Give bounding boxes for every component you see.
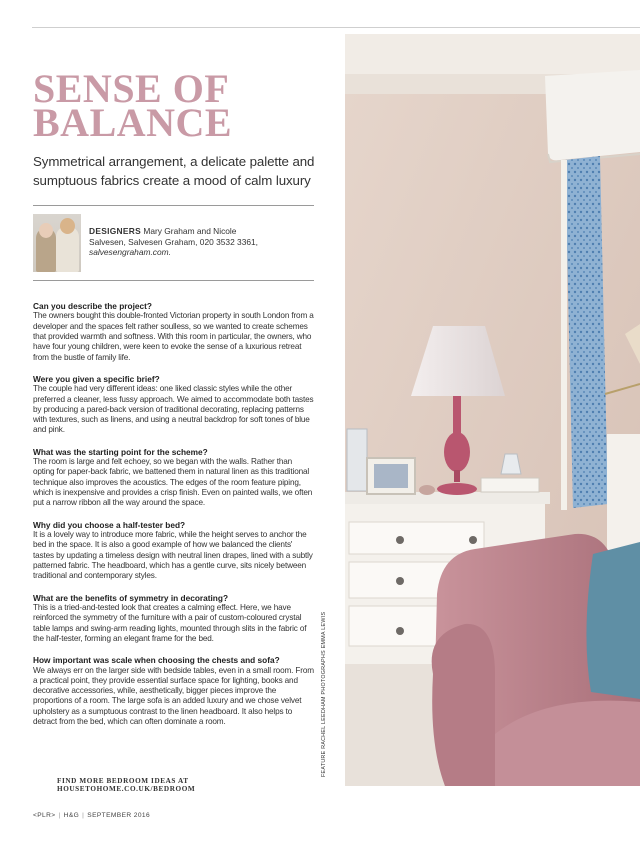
qa-answer: The couple had very different ideas: one liked classic styles while the other preferred a cleaner, less fussy approach. We aimed to accommodate both tastes by producing a pared-back version of traditional decorating, replacing patterns with textures, such as linens, and using a neutral backdrop for soft tones of blue and pink. bbox=[33, 384, 314, 435]
top-rule bbox=[32, 27, 640, 28]
drawer-knob bbox=[396, 577, 404, 585]
bedroom-photo bbox=[345, 34, 640, 786]
qa-item bbox=[33, 593, 315, 645]
books bbox=[481, 478, 539, 492]
qa-question: Why did you choose a half-tester bed? bbox=[33, 519, 186, 530]
page-footer: <PLR> | H&G | SEPTEMBER 2016 bbox=[33, 812, 151, 819]
cornice bbox=[345, 34, 640, 74]
designers-names: Mary Graham and Nicole Salvesen, Salvesen Graham, 020 3532 3361, bbox=[89, 226, 259, 247]
designers-credit bbox=[33, 214, 315, 272]
qa-answer: We always err on the larger side with bedside tables, even in a small room. From a practical point, they provide essential surface space for lighting, books and decorative accessories, while, aesthetically, bigger pieces improve the proportions of a room. The large sofa is an added luxury and we chose velvet upholstery as a sumptuous contrast to the linen headboard. It also helps to detract from the bed, which can often dominate a room. bbox=[33, 665, 314, 727]
drawer-knob bbox=[396, 536, 404, 544]
qa-answer: The room is large and felt echoey, so we began with the walls. Rather than opting for paper-back fabric, we battened them in natural linen as this traditional technique also improves the acoustics. The edges of the room feature piping, which is inexpensive and provides a crisp finish. Even on painted walls, we often put a narrow ribbon all the way around the space. bbox=[33, 457, 313, 508]
shell-ornament bbox=[419, 485, 435, 495]
divider bbox=[33, 205, 314, 206]
qa-answer: The owners bought this double-fronted Victorian property in south London from a developer and the spaces felt rather soulless, so we wanted to create schemes that provided warmth and softness. With this room in particular, the owners, who have four young children, were keen to evoke the sense of a luxurious retreat from the bustle of family life. bbox=[33, 311, 314, 362]
qa-item bbox=[33, 655, 315, 727]
qa-question: What are the benefits of symmetry in decorating? bbox=[33, 592, 229, 603]
lamp-base bbox=[444, 432, 470, 472]
qa-answer: This is a tried-and-tested look that creates a calming effect. Here, we have reinforced the symmetry of the furniture with a pair of custom-coloured crystal table lamps and swing-arm reading lights, mounted through slits in the fabric of the half-tester, forming an elegant frame for the bed. bbox=[33, 602, 307, 643]
designers-website[interactable]: salvesengraham.com. bbox=[89, 247, 171, 258]
find-more-link[interactable]: FIND MORE BEDROOM IDEAS AT HOUSETOHOME.CO.UK/BEDROOM bbox=[57, 777, 196, 793]
issue-date: SEPTEMBER 2016 bbox=[87, 812, 151, 819]
magazine-name: H&G bbox=[63, 812, 80, 819]
qa-item bbox=[33, 374, 315, 436]
photo-credits: FEATURE RACHEL LEEDHAM PHOTOGRAPHS EMMA LEWIS bbox=[321, 611, 327, 777]
bedroom-illustration bbox=[345, 34, 640, 786]
glass-decanter bbox=[501, 454, 521, 474]
qa-question: Can you describe the project? bbox=[33, 301, 152, 311]
qa-item bbox=[33, 301, 315, 363]
drawer-knob bbox=[396, 627, 404, 635]
headline: SENSE OF BALANCE bbox=[33, 66, 233, 145]
qa-question: Were you given a specific brief? bbox=[33, 373, 160, 384]
crystal-vase bbox=[347, 429, 367, 491]
qa-item bbox=[33, 447, 315, 509]
designers-text bbox=[89, 226, 259, 272]
designers-label: DESIGNERS bbox=[89, 226, 142, 236]
qa-question: What was the starting point for the scheme? bbox=[33, 446, 208, 457]
standfirst: Symmetrical arrangement, a delicate palette and sumptuous fabrics create a mood of calm luxury bbox=[33, 154, 315, 188]
divider bbox=[33, 280, 314, 281]
text-column bbox=[33, 66, 315, 738]
qa-item bbox=[33, 520, 315, 582]
half-tester-pelmet bbox=[545, 70, 640, 160]
blue-cushion bbox=[586, 542, 640, 699]
page-number: <PLR> bbox=[33, 812, 56, 819]
qa-section bbox=[33, 301, 315, 727]
sofa-arm bbox=[432, 624, 495, 786]
qa-answer: It is a lovely way to introduce more fabric, while the height serves to anchor the bed in the space. It is also a good example of how we balanced the clients' tastes by updating a timeless design with neutral linen drapes, lined with a subtly patterned fabric. The headboard, which has a gentle curve, sits nicely between traditional and contemporary styles. bbox=[33, 530, 313, 581]
qa-question: How important was scale when choosing the chests and sofa? bbox=[33, 655, 280, 666]
designers-photo bbox=[33, 214, 81, 272]
drawer-knob bbox=[469, 536, 477, 544]
